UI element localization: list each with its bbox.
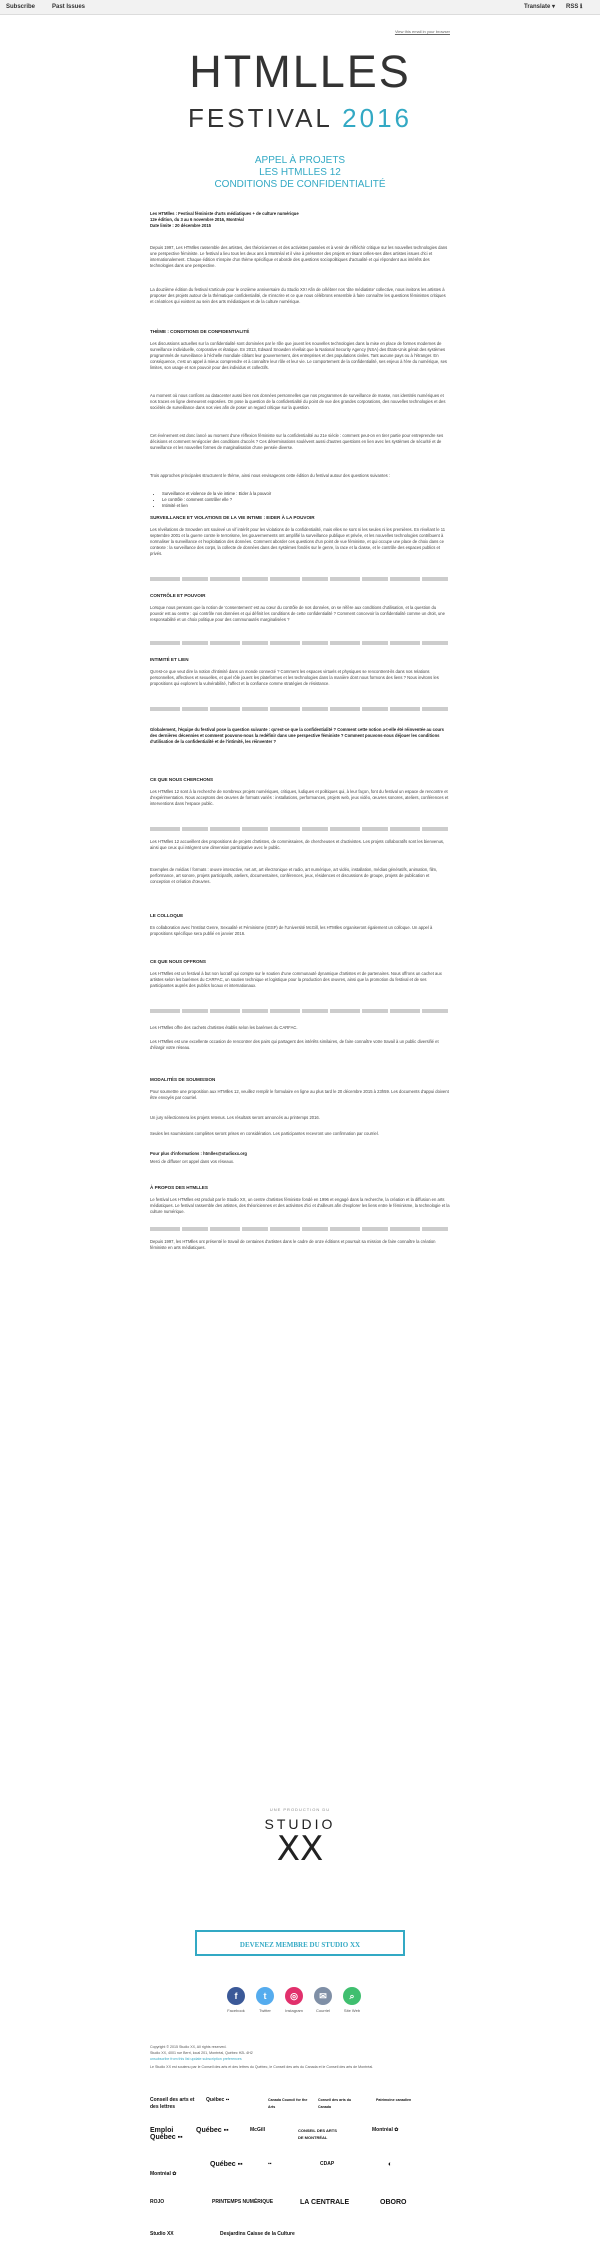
sponsor-logo: Patrimoine canadien: [376, 2098, 412, 2102]
footer-address: Studio XX, 4001 rue Berri, local 201, Montréal, Québec H2L 4H2: [150, 2051, 253, 2055]
sponsor-logo: ▪▪: [268, 2161, 272, 2167]
sponsor-logo: Conseil des arts et des lettres: [150, 2097, 195, 2110]
paragraph-seeking-1: Les HTMlles 12 sont à la recherche de nombreux projets numériques, critiques, ludiques et politiques qui, à leur façon, font du festival un espace de rencontre et d'expérimentation. Nous acceptons des œuvres de formats variés : installations, performances, projets web, jeux vidéo, œuvres sonores, ateliers, conférences et interventions dans l'espace public.: [150, 789, 449, 806]
logo-year: 2016: [342, 103, 412, 133]
paragraph-theme-4: Trois approches principales structurent le thème, ainsi nous envisageons cette édition du festival autour des questions suivantes :: [150, 473, 391, 478]
call-heading-2: LES HTMLLES 12: [259, 167, 341, 178]
paragraph-intro: Depuis 1997, Les HTMlles rassemble des artistes, des théoriciennes et des activistes passées et à venir de réfléchir critique sur les nouvelles technologies dans une perspective féministe. Le festival a lieu tous les deux ans à Montréal et il vise à présenter des projets en tisant celles-ses dites artistes issues d'ici et internationalement. Chaque édition s'inspire d'un thème spécifique et aborde des questions sociopolitiques d'actualité et qui répondent aux intérêts des technologies dans une perspective.: [150, 245, 448, 268]
paragraph-examples: Exemples de médias / formats : œuvre interactive, net art, art électronique et radio, art numérique, art vidéo, installation, médias génératifs, animation, film, performance, art sonore, projets participatifs, ateliers, documentaires, conférences, jeux, résidences et discussions de groupe, projets de publication et conception et création d'œuvres.: [150, 867, 438, 884]
sponsor-logo: Québec ▪▪: [210, 2161, 243, 2168]
section-heading-offer: CE QUE NOUS OFFRONS: [150, 959, 206, 964]
twitter-label: Twitter: [259, 2008, 271, 2013]
paragraph-surveillance: Les révélations de Snowden ont soulevé un vif intérêt pour les violations de la confidentialité, mais elles ne sont ni les seules ni les premières. En révélant le 11 septembre 2001 et la guerre contre le terrorisme, les gouvernements ont amplifié la surveillance publique et privée, et les nouvelles technologies contribuent à normaliser la surveillance et l'exploitation des données. Comment aborder ces questions d'un point de vue féministe, et qui occupe une place de choix dans ce contexte : la surveillance des corps, la collecte de données dans des systèmes fondés sur le genre, la race et la classe, et le contrôle des espaces publics et privés.: [150, 527, 446, 556]
sponsor-logo: Montréal ✿: [150, 2171, 177, 2177]
translate-dropdown[interactable]: Translate ▾: [524, 4, 556, 10]
section-heading-about: À PROPOS DES HTMLLES: [150, 1185, 208, 1190]
intro-line-2: 12e édition, du 3 au 6 novembre 2016, Montréal: [150, 217, 244, 222]
footer-unsubscribe-links[interactable]: unsubscribe from this list update subscription preferences: [150, 2057, 242, 2061]
paragraph-offer-1: Les HTMlles est un festival à but non lucratif qui compte sur le soutien d'une communauté dynamique d'artistes et de partenaires. Nous offrons un cachet aux artistes selon les barèmes du CARFAC, un soutien technique et logistique pour la production des œuvres, ainsi que la promotion du festival et de ses participantes auprès des publics locaux et internationaux.: [150, 971, 442, 988]
logo-festival-word: FESTIVAL: [188, 103, 332, 133]
paragraph-control: Lorsque nous pensons que la notion de 'consentement' est au cœur du contrôle de nos données, on se réfère aux conditions d'utilisation, et la question du pouvoir est au centre : qui contrôle nos données et qui définit les conditions de cette confidentialité ? Comment concevoir la confidentialité comme un droit, une responsabilité et un choix politique pour des communautés marginalisées ?: [150, 605, 445, 622]
subscribe-link[interactable]: Subscribe: [6, 4, 36, 10]
paragraph-edition: La douzième édition du festival s'articule pour le onzième anniversaire du Studio XX! Afin de célébrer nos 'dite médiatiste' collective, nous invitons les artistes à proposer des projets autour de la thématique confidentialité, de s'inscrire et ce que nous célébrons ensemble à faire connaître les questions féministes critiques et créatrices qui existent au sein des arts médiatiques et de la culture numérique.: [150, 287, 446, 304]
list-item: • Surveillance et violence de la vie intime : Eider à la pouvoir: [162, 491, 362, 497]
text-line-block: [150, 577, 450, 581]
text-line-block: [150, 827, 450, 831]
website-icon[interactable]: ⌕: [343, 1987, 361, 2005]
paragraph-submission-2: Un jury sélectionnera les projets retenus. Les résultats seront annoncés au printemps 2016.: [150, 1115, 320, 1120]
section-heading-control: CONTRÔLE ET POUVOIR: [150, 593, 206, 598]
paragraph-theme-2: Au moment où nous confions au datacenter aussi bien nos données personnelles que nos programmes de surveillance de masse, nos identités numériques et nos traces en ligne demeurent exposées. On pose la question de la confidentialité du point de vue des grandes corporations, des nouvelles technologies et des sociétés de surveillance dans nos vies afin de poser un regard critique sur la question.: [150, 393, 446, 410]
email-icon[interactable]: ✉: [314, 1987, 332, 2005]
text-line-block: [150, 1009, 450, 1013]
text-line-block: [150, 641, 450, 645]
intro-line-1: Les HTMlles : Festival féministe d'arts médiatiques + de culture numérique: [150, 211, 299, 216]
section-heading-submission: MODALITÉS DE SOUMISSION: [150, 1077, 216, 1082]
call-heading-3: CONDITIONS DE CONFIDENTIALITÉ: [214, 179, 386, 190]
callout-question: Globalement, l'équipe du festival pose la question suivante : qu'est-ce que la confidentialité ? Comment cette notion a-t-elle été réinventée au cours des dernières décennies et comment pouvons-nous la redéfinir dans une perspective féministe ? Comment pouvons-nous déjouer les conditions d'utilisation de la confidentialité et de l'intimité, les réinventer ?: [150, 727, 445, 744]
sponsor-logo: Conseil des arts du Canada: [318, 2098, 352, 2109]
sponsor-logo: Emploi Québec ▪▪: [150, 2127, 183, 2141]
call-heading-1: APPEL À PROJETS: [254, 155, 346, 166]
sponsor-logo: CDAP: [320, 2161, 335, 2167]
social-links: [150, 1987, 450, 2027]
sponsor-row-1: [150, 2097, 450, 2119]
sponsor-logo: Canada Council for the Arts: [268, 2098, 308, 2109]
sponsor-logo: Desjardins Caisse de la Culture: [220, 2231, 295, 2237]
festival-logo-title: HTMLLES: [189, 46, 411, 97]
list-item: • Le contrôle : comment contrôler elle ?: [162, 497, 362, 503]
footer-copyright: Copyright © 2015 Studio XX, All rights reserved.: [150, 2045, 227, 2049]
facebook-icon[interactable]: f: [227, 1987, 245, 2005]
past-issues-link[interactable]: Past Issues: [52, 4, 86, 10]
studio-xx-logo: [150, 1807, 450, 1869]
paragraph-offer-2: Les HTMlles offre des cachets d'artistes établis selon les barèmes du CARFAC.: [150, 1025, 298, 1030]
sponsor-logo: CONSEIL DES ARTS DE MONTRÉAL: [298, 2128, 337, 2140]
approach-list: [158, 491, 362, 509]
section-heading-colloquium: LE COLLOQUE: [150, 913, 184, 918]
sponsor-row-5: [150, 2231, 450, 2253]
footer-note: Le Studio XX est soutenu par le Conseil des arts et des lettres du Québec, le Conseil des arts du Canada et le Conseil des arts de Montréal.: [150, 2065, 374, 2069]
section-heading-seeking: CE QUE NOUS CHERCHONS: [150, 777, 214, 782]
view-in-browser-link[interactable]: View this email in your browser: [394, 29, 450, 34]
sponsor-logo: ROJO: [150, 2199, 165, 2205]
sponsor-logo: LA CENTRALE: [300, 2199, 350, 2206]
text-line-block: [150, 707, 450, 711]
paragraph-theme-1: Les discussions actuelles sur la confidentialité sont dominées par le rôle que jouent les nouvelles technologies dans la mise en place de formes modernes de surveillance individuelle, corporative et étatique. En 2013, Edward Snowden révélait que la National Security Agency (NSA) des États-Unis gérait des systèmes programmés de surveillance à l'échelle mondiale ciblant leur gouvernement, des entreprises et des populations civiles. Tant aucune pays ou à l'étranger. En conséquence, c'est un appel à mieux comprendre et à connaître leur rôle et leur vie. Le comportement de la confidentialité, ses enjeux à l'ère du numérique, ses limites, son usage et son pouvoir pour des individus et collectifs.: [150, 341, 447, 370]
studio-word: STUDIO: [264, 1816, 336, 1832]
intro-line-3: Date limite : 20 décembre 2015: [150, 223, 211, 228]
paragraph-seeking-2: Les HTMlles 12 accueillent des propositions de projets d'artistes, de commissaires, de chercheuses et d'activistes. Les projets collaboratifs sont les bienvenus, ainsi que ceux qui intègrent une dimension participative avec le public.: [150, 839, 445, 850]
festival-logo-subtitle: [150, 105, 450, 131]
section-heading-theme: THÈME : CONDITIONS DE CONFIDENTIALITÉ: [150, 329, 250, 334]
paragraph-about-1: Le festival Les HTMlles est produit par le Studio XX, un centre d'artistes féministe fondé en 1996 et engagé dans la recherche, la création et la diffusion en arts médiatiques. Le festival rassemble des artistes, des théoriciennes et des activistes d'ici et d'ailleurs afin d'explorer les liens entre le féminisme, la technologie et la culture numérique.: [150, 1197, 450, 1214]
xx-mark: XX: [276, 1829, 324, 1869]
sponsor-row-3: [150, 2161, 450, 2183]
instagram-label: Instagram: [285, 2008, 303, 2013]
sponsor-row-4: [150, 2199, 450, 2221]
email-label: Courriel: [315, 2008, 330, 2013]
sponsor-row-2: [150, 2127, 450, 2149]
twitter-icon[interactable]: t: [256, 1987, 274, 2005]
sponsor-logo: Montréal ✿: [372, 2127, 399, 2133]
sponsor-logo: Québec ▪▪: [206, 2097, 230, 2103]
facebook-label: Facebook: [227, 2008, 245, 2013]
rss-link[interactable]: RSS ℹ: [566, 4, 583, 10]
sponsor-logo: ◐: [388, 2161, 393, 2168]
section-heading-surveillance: SURVEILLANCE ET VIOLATIONS DE LA VIE INTIME : EIDER À LA POUVOIR: [150, 515, 315, 520]
contact-info[interactable]: Pour plus d'informations : htmlles@studioxx.org: [150, 1151, 247, 1156]
paragraph-colloquium: En collaboration avec l'Institut Genre, Sexualité et Féminisme (IGSF) de l'Université McGill, les HTMlles organiseront également un colloque. Un appel à propositions spécifique sera publié en janvier 2016.: [150, 925, 433, 936]
paragraph-submission-3: Seules les soumissions complètes seront prises en considération. Les participantes recevront une confirmation par courriel.: [150, 1131, 379, 1136]
text-line-block: [150, 1227, 450, 1231]
sponsor-logo: PRINTEMPS NUMÉRIQUE: [212, 2199, 274, 2205]
production-label: UNE PRODUCTION DU: [269, 1807, 331, 1812]
list-item: • Intimité et lien: [162, 503, 362, 509]
sponsor-logo: OBORO: [380, 2199, 407, 2206]
paragraph-submission-4: Merci de diffuser cet appel dans vos réseaux.: [150, 1159, 235, 1164]
sponsor-logo: McGill: [250, 2127, 266, 2133]
paragraph-theme-3: Cet événement est donc lancé au moment d'une réflexion féministe sur la confidentialité au 21e siècle : comment peut-on en tirer partie pour entreprendre ses décisions et comment renégocier des conditions d'accès ? Ces déterminations soulèvent aussi d'autres questions en lien avec les systèmes de sécurité et de surveillance et les nouvelles formes de marginalisation d'une pensée diverse.: [150, 433, 444, 450]
sponsor-logo: Québec ▪▪: [196, 2127, 229, 2134]
become-member-button[interactable]: DEVENEZ MEMBRE DU STUDIO XX: [195, 1930, 405, 1956]
section-heading-intimacy: INTIMITÉ ET LIEN: [150, 657, 189, 662]
paragraph-intimacy: Qu'est-ce que veut dire la notion d'intimité dans un monde connecté ? Comment les espaces virtuels et physiques se rencontrent-ils dans nos relations personnelles, affectives et sexuelles, et quel rôle jouent les plateformes et les technologies dans la manière dont nous formons des liens ? Nous invitons les propositions qui explorent la vulnérabilité, l'affect et la confiance comme stratégies de résistance.: [150, 669, 439, 686]
instagram-icon[interactable]: ◎: [285, 1987, 303, 2005]
top-bar: [0, 0, 600, 15]
paragraph-offer-3: Les HTMlles est une excellente occasion de rencontrer des pairs qui partagent des intérêts similaires, de faire connaître votre travail à un public diversifié et d'élargir votre réseau.: [150, 1039, 439, 1050]
website-label: Site Web: [343, 2008, 361, 2013]
sponsor-logo: Studio XX: [150, 2231, 174, 2237]
paragraph-submission-1: Pour soumettre une proposition aux HTMlles 12, veuillez remplir le formulaire en ligne au plus tard le 20 décembre 2015 à 23h59. Les documents d'appui doivent être envoyés par courriel.: [150, 1089, 449, 1100]
paragraph-about-2: Depuis 1997, les HTMlles ont présenté le travail de centaines d'artistes dans le cadre de onze éditions et poursuit sa mission de faire connaître la création féministe en arts médiatiques.: [150, 1239, 436, 1250]
